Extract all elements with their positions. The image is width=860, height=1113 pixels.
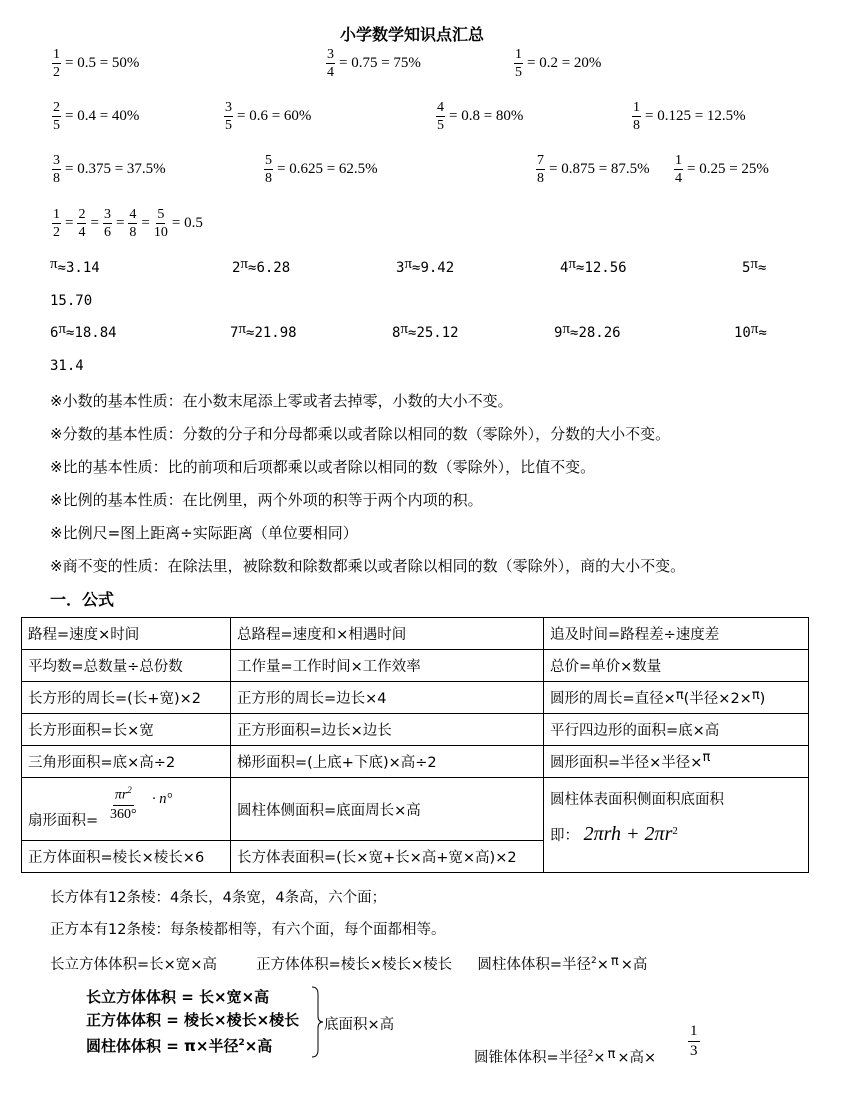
denominator: 6 <box>103 225 111 240</box>
table-cell: 工作量=工作时间×工作效率 <box>231 650 544 682</box>
table-cell: 正方体面积=棱长×棱长×6 <box>22 841 231 873</box>
property-item: ※比例尺=图上距离÷实际距离（单位要相同） <box>50 524 358 542</box>
table-cell: 三角形面积=底×高÷2 <box>22 746 231 778</box>
cell-text: 即： <box>550 828 579 844</box>
fraction <box>224 99 233 134</box>
fraction-value: = 0.75 = 75% <box>339 55 421 71</box>
equals-sign: = <box>141 215 150 231</box>
sector-num: πr <box>114 787 128 803</box>
fraction-value: = 0.5 = 50% <box>65 55 140 71</box>
fraction-chain <box>52 206 203 241</box>
table-cell: 圆柱体侧面积=底面周长×高 <box>231 778 544 841</box>
fraction-equation <box>536 152 650 187</box>
fraction-equation <box>224 99 311 134</box>
pi-coefficient: 3 <box>396 260 405 276</box>
pi-symbol: π <box>50 256 58 272</box>
volume-group <box>86 986 299 1058</box>
sector-den: 360° <box>110 806 137 822</box>
fraction-equation <box>264 152 378 187</box>
equals-sign: = <box>90 215 99 231</box>
pi-coefficient: 6 <box>50 325 59 341</box>
fraction <box>128 206 137 241</box>
pi-symbol: π <box>610 954 619 969</box>
volume-line: 长立方体体积=长×宽×高 正方体体积=棱长×棱长×棱长 圆柱体体积=半径$^2$× π ×高 <box>50 954 648 973</box>
table-row <box>22 746 809 778</box>
note-2: 正方本有12条棱：每条棱都相等，有六个面，每个面都相等。 <box>50 922 446 938</box>
pi-symbol: π <box>238 321 247 337</box>
denominator: 2 <box>53 65 60 80</box>
pi-coefficient: 9 <box>554 325 563 341</box>
property-item: ※小数的基本性质：在小数末尾添上零或者去掉零，小数的大小不变。 <box>50 392 513 410</box>
table-cell: 长方体表面积=(长×宽+长×高+宽×高)×2 <box>231 841 544 873</box>
numerator: 5 <box>265 153 272 168</box>
equals-sign: = <box>65 215 74 231</box>
table-row <box>22 618 809 650</box>
fraction-equation <box>326 46 421 81</box>
pi-value: ≈ <box>758 260 767 276</box>
pi-symbol: π <box>404 256 413 272</box>
denominator: 5 <box>53 118 60 133</box>
table-cell: 追及时间=路程差÷速度差 <box>544 618 809 650</box>
fraction <box>436 99 445 134</box>
fraction <box>103 206 112 241</box>
page-title: 小学数学知识点汇总 <box>340 25 485 44</box>
fraction <box>674 152 683 187</box>
base-area-times-height: 底面积×高 <box>324 1017 395 1033</box>
fraction-value: = 0.8 = 80% <box>449 108 524 124</box>
fraction-value: = 0.2 = 20% <box>527 55 602 71</box>
pi-symbol: π <box>750 321 759 337</box>
numerator: 2 <box>53 100 60 115</box>
sector-fraction: $\pi r^2$ 360° <box>110 781 137 824</box>
table-cell: 梯形面积=(上底+下底)×高÷2 <box>231 746 544 778</box>
brace-text: ×高 <box>244 1037 273 1055</box>
table-cell <box>544 778 809 873</box>
pi-value: ≈12.56 <box>576 260 627 276</box>
fraction <box>536 152 545 187</box>
numerator: 3 <box>225 100 232 115</box>
numerator: 1 <box>515 47 522 62</box>
fraction <box>632 99 641 134</box>
pi-value: ≈25.12 <box>408 325 459 341</box>
pi-multiple <box>742 256 767 277</box>
pi-coefficient: 8 <box>392 325 401 341</box>
fraction-equation <box>514 46 601 81</box>
chain-result: = 0.5 <box>171 215 203 231</box>
property-item: ※比例的基本性质：在比例里，两个外项的积等于两个内项的积。 <box>50 491 483 509</box>
fraction-value: = 0.4 = 40% <box>65 108 140 124</box>
formula-text: 2πrh + 2πr <box>583 823 673 845</box>
denominator: 4 <box>327 65 334 80</box>
brace-text: 圆柱体体积 = π×半径 <box>86 1037 239 1055</box>
cell-text: 圆锥体体积=半径 <box>474 1050 588 1066</box>
pi-symbol: π <box>568 256 577 272</box>
denominator: 10 <box>153 225 168 240</box>
denominator: 8 <box>265 171 272 186</box>
pi-value: ≈6.28 <box>248 260 291 276</box>
cell-text: 圆形面积=半径×半径× <box>550 755 703 771</box>
fraction-value: = 0.6 = 60% <box>237 108 312 124</box>
pi-coefficient: 2 <box>232 260 241 276</box>
fraction <box>514 46 523 81</box>
numerator: 1 <box>53 47 60 62</box>
pi-multiple <box>232 256 291 277</box>
numerator: 1 <box>53 207 60 222</box>
denominator: 8 <box>129 225 137 240</box>
pi-multiple <box>230 321 297 342</box>
fraction-equation <box>52 99 139 134</box>
pi-multiple <box>50 321 117 342</box>
denominator: 2 <box>53 225 60 240</box>
fraction <box>52 152 61 187</box>
pi-coefficient: 4 <box>560 260 569 276</box>
pi-symbol: π <box>607 1047 616 1062</box>
denominator: 5 <box>515 65 522 80</box>
pi-value: ≈18.84 <box>66 325 117 341</box>
cone-fraction <box>688 1022 700 1061</box>
table-row <box>22 650 809 682</box>
pi-value: ≈9.42 <box>412 260 455 276</box>
note-1: 长方体有12条棱：4条长，4条宽，4条高，六个面； <box>50 890 387 906</box>
property-item: ※商不变的性质：在除法里，被除数和除数都乘以或者除以相同的数（零除外），商的大小不变。 <box>50 557 686 575</box>
numerator: 5 <box>157 207 165 222</box>
brace-icon <box>310 986 324 1058</box>
denominator: 8 <box>53 171 60 186</box>
equals-sign: = <box>115 215 125 231</box>
table-cell: 总价=单价×数量 <box>544 650 809 682</box>
cylinder-surface-label: 圆柱体表面积侧面积底面积 <box>550 792 724 808</box>
numerator: 3 <box>327 47 334 62</box>
pi-coefficient: 7 <box>230 325 239 341</box>
table-row <box>22 778 809 841</box>
cell-text: ) <box>759 691 766 707</box>
table-row <box>22 682 809 714</box>
fraction-value: = 0.625 = 62.5% <box>277 161 378 177</box>
cell-text: × <box>596 957 609 973</box>
pi-coefficient: 10 <box>734 325 751 341</box>
pi-symbol: π <box>58 321 67 337</box>
fraction-value: = 0.875 = 87.5% <box>549 161 650 177</box>
cuboid-volume: 长立方体体积=长×宽×高 <box>50 957 217 973</box>
pi-value: ≈3.14 <box>57 260 100 276</box>
cylinder-surface-formula: 即： $2\pi rh + 2\pi r^2$ <box>550 823 678 845</box>
cell-text: 圆形的周长=直径× <box>550 691 676 707</box>
pi-value: ≈21.98 <box>246 325 297 341</box>
table-cell: 总路程=速度和×相遇时间 <box>231 618 544 650</box>
pi-value: ≈28.26 <box>570 325 621 341</box>
denominator: 4 <box>78 225 86 240</box>
pi-wrap-1: 15.70 <box>50 293 93 309</box>
cube-volume: 正方体体积=棱长×棱长×棱长 <box>256 957 453 973</box>
numerator: 7 <box>537 153 544 168</box>
pi-symbol: π <box>562 321 571 337</box>
numerator: 4 <box>129 207 137 222</box>
numerator: 1 <box>675 153 682 168</box>
pi-symbol: π <box>751 688 760 703</box>
cone-den: 3 <box>690 1043 698 1059</box>
pi-symbol: π <box>240 256 249 272</box>
fraction <box>264 152 273 187</box>
denominator: 5 <box>437 118 444 133</box>
fraction-equation <box>52 152 166 187</box>
table-cell: 平行四边形的面积=底×高 <box>544 714 809 746</box>
cylinder-volume: 圆柱体体积=半径 <box>477 957 591 973</box>
cone-volume: 圆锥体体积=半径$^2$× π ×高× <box>474 1047 657 1066</box>
numerator: 3 <box>103 207 111 222</box>
table-cell: 路程=速度×时间 <box>22 618 231 650</box>
pi-symbol: π <box>675 688 684 703</box>
table-cell: 长方形的周长=(长+宽)×2 <box>22 682 231 714</box>
fraction-value: = 0.25 = 25% <box>687 161 769 177</box>
numerator: 2 <box>78 207 86 222</box>
numerator: 3 <box>53 153 60 168</box>
numerator: 1 <box>633 100 640 115</box>
sector-tail: · n° <box>152 791 173 807</box>
fraction-value: = 0.125 = 12.5% <box>645 108 746 124</box>
table-cell: 正方形的周长=边长×4 <box>231 682 544 714</box>
table-cell <box>544 746 809 778</box>
formula-table <box>21 617 809 873</box>
property-item: ※分数的基本性质：分数的分子和分母都乘以或者除以相同的数（零除外），分数的大小不变。 <box>50 425 671 443</box>
fraction <box>52 206 61 241</box>
fraction-equation <box>674 152 769 187</box>
pi-multiple <box>50 256 100 277</box>
cell-text: ×高 <box>620 957 648 973</box>
pi-multiple <box>554 321 621 342</box>
table-cell <box>22 778 231 841</box>
pi-symbol: π <box>702 750 711 765</box>
pi-multiple <box>560 256 627 277</box>
brace-line-1: 长立方体体积 = 长×宽×高 <box>86 988 270 1006</box>
brace-line-3: 圆柱体体积 = π×半径$^2$×高 <box>86 1037 273 1055</box>
pi-coefficient: 5 <box>742 260 751 276</box>
section-heading: 一．公式 <box>50 590 115 609</box>
fraction <box>154 206 168 241</box>
property-item: ※比的基本性质：比的前项和后项都乘以或者除以相同的数（零除外），比值不变。 <box>50 458 596 476</box>
fraction-equation <box>632 99 746 134</box>
fraction <box>77 206 86 241</box>
fraction <box>52 99 61 134</box>
table-cell: 平均数=总数量÷总份数 <box>22 650 231 682</box>
cone-num: 1 <box>688 1022 700 1042</box>
pi-multiple <box>734 321 767 342</box>
denominator: 8 <box>633 118 640 133</box>
cell-text: (半径×2× <box>683 691 752 707</box>
pi-symbol: π <box>400 321 409 337</box>
pi-multiple <box>396 256 455 277</box>
fraction <box>326 46 335 81</box>
pi-symbol: π <box>750 256 759 272</box>
denominator: 5 <box>225 118 232 133</box>
numerator: 4 <box>437 100 444 115</box>
pi-wrap-2: 31.4 <box>50 358 84 374</box>
cell-text: ×高× <box>617 1050 657 1066</box>
table-cell: 长方形面积=长×宽 <box>22 714 231 746</box>
fraction <box>52 46 61 81</box>
table-cell <box>544 682 809 714</box>
brace-line-2: 正方体体积 = 棱长×棱长×棱长 <box>86 1011 300 1029</box>
denominator: 4 <box>675 171 682 186</box>
pi-multiple <box>392 321 459 342</box>
table-cell: 正方形面积=边长×边长 <box>231 714 544 746</box>
cell-text: × <box>593 1050 606 1066</box>
table-row <box>22 714 809 746</box>
pi-value: ≈ <box>758 325 767 341</box>
denominator: 8 <box>537 171 544 186</box>
sector-label: 扇形面积= <box>28 813 99 829</box>
fraction-equation <box>52 46 139 81</box>
fraction-equation <box>436 99 523 134</box>
fraction-value: = 0.375 = 37.5% <box>65 161 166 177</box>
